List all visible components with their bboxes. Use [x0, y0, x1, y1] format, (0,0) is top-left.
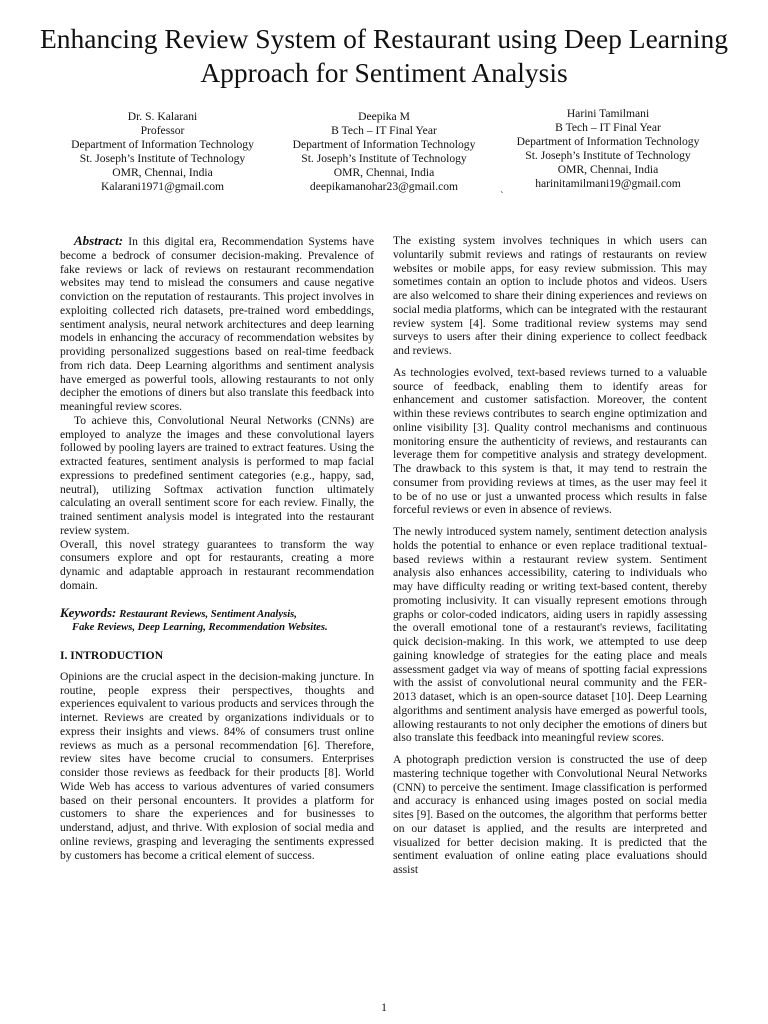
author-block [278, 110, 490, 194]
abstract-label: Abstract: [74, 233, 124, 248]
author-name: Dr. S. Kalarani [127, 110, 198, 123]
body-paragraph: The newly introduced system namely, sentiment detection analysis holds the potential to enhance or even replace traditional textual-based reviews within a restaurant review system. Sentiment analysis also enhances accessibility, catering to individuals who may have difficulty reading or writing text-based content, thereby promoting inclusivity. It can visually represent emotions through graphs or color-coded indicators, aiding users in rapidly assessing the overall emotional tone of a restaurant's reviews, facilitating quick decision-making. In this work, we attempted to use deep gaining knowledge of strategies for the eating place and meals assessment gadget via way of means of spotting facial expressions with the assist of convolutional neural community and the FER-2013 dataset, which is an open-source dataset [10]. Deep Learning algorithms and sentiment analysis have emerged as powerful tools, allowing restaurants to not only decipher the emotions of diners but also translate this feedback into meaningful review scores. [393, 525, 707, 745]
author-block [55, 110, 270, 194]
keywords [60, 606, 374, 622]
author-institution: St. Joseph’s Institute of Technology [525, 149, 691, 162]
page-number: 1 [381, 1001, 387, 1014]
body-paragraph: A photograph prediction version is constructed the use of deep mastering technique together with Convolutional Neural Networks (CNN) to perceive the sentiment. Image classification is performed and accuracy is enhanced using images posted on social media sites [9]. Based on the outcomes, the algorithm that performs better on our dataset is applied, and the results are interpreted and visualized for better decision making. It is predicted that the sentiment evaluation of online eating place evaluations should assist [393, 753, 707, 876]
keywords-line-1: Restaurant Reviews, Sentiment Analysis, [119, 608, 297, 620]
author-email: harinitamilmani19@gmail.com [535, 177, 681, 190]
author-department: Department of Information Technology [292, 138, 476, 151]
author-name: Deepika M [358, 110, 410, 123]
author-location: OMR, Chennai, India [557, 163, 659, 176]
author-email: deepikamanohar23@gmail.com [309, 180, 459, 193]
left-column [60, 234, 374, 862]
author-institution: St. Joseph’s Institute of Technology [79, 152, 246, 165]
abstract-paragraph: Overall, this novel strategy guarantees to transform the way consumers explore and opt for restaurants, creating a more dynamic and adaptable approach in restaurant recommendation domain. [60, 537, 374, 592]
abstract-text: In this digital era, Recommendation Systems have become a bedrock of consumer decision-making. Prevalence of fake reviews or lack of reviews on restaurant recommendation websites may tend to mislead the consumers and cause negative conviction on the reputation of restaurants. This project involves in exploiting collected rich datasets, pre-trained word embeddings, sentiment analysis, neural network architectures and deep learning models in enhancing the accuracy of recommendation websites by providing personalized suggestions based on real-time feedback from rich data. Deep Learning algorithms and sentiment analysis have emerged as powerful tools, allowing restaurants to not only decipher the emotions of diners but also translate this feedback into meaningful review scores. [60, 235, 374, 413]
keywords-line-2: Fake Reviews, Deep Learning, Recommendation Websites. [72, 622, 328, 634]
author-institution: St. Joseph’s Institute of Technology [301, 152, 467, 165]
author-location: OMR, Chennai, India [333, 166, 435, 179]
paper-title: Enhancing Review System of Restaurant using Deep Learning Approach for Sentiment Analysis [39, 23, 729, 88]
author-role: Professor [140, 124, 185, 137]
right-column [393, 234, 707, 877]
body-paragraph: As technologies evolved, text-based reviews turned to a valuable source of feedback, enabling them to identify areas for enhancement and customer satisfaction. Moreover, the content within these reviews contributes to search engine optimization and online visibility [3]. Quality control mechanisms and continuous monitoring ensure the authenticity of reviews, and restaurants can leverage them for competitive analysis and strategy development. The drawback to this system is that, it may tend to restrain the consumer from providing reviews at times, as the user may feel it to be of no use or just a unwanted process which results in false forceful reviews or even in absence of reviews. [393, 365, 707, 517]
author-role: B Tech – IT Final Year [555, 121, 661, 134]
stray-mark: ` [500, 190, 504, 202]
abstract-paragraph: To achieve this, Convolutional Neural Networks (CNNs) are employed to analyze the images and these convolutional layers followed by pooling layers are trained to extract features. Using the extracted features, sentiment analysis is performed to map facial expressions to predefined sentiment categories (e.g., happy, sad, neutral), utilizing Softmax activation function ultimately calculating an overall sentiment score for each review. Finally, the trained sentiment analysis model is integrated into the restaurant review system. [60, 413, 374, 537]
author-block [502, 107, 714, 191]
author-department: Department of Information Technology [71, 138, 254, 151]
author-department: Department of Information Technology [516, 135, 700, 148]
author-email: Kalarani1971@gmail.com [100, 180, 225, 193]
keywords-label: Keywords: [60, 604, 117, 620]
body-paragraph: The existing system involves techniques in which users can voluntarily submit reviews and ratings of restaurants on review websites or mobile apps, for easy review submission. This may sometimes contain an option to include photos and videos. Users are also welcomed to share their dining experiences and reviews on social media platforms, which can be integrated with the restaurant review system [4]. Some traditional review systems may send surveys to users after their dining experience to collect feedback and reviews. [393, 234, 707, 357]
author-location: OMR, Chennai, India [112, 166, 213, 179]
author-name: Harini Tamilmani [566, 107, 650, 120]
introduction-paragraph: Opinions are the crucial aspect in the decision-making juncture. In routine, people express their perspectives, thoughts and experiences equivalent to various products and services through the internet. Reviews are created by organizations individuals or to express their insights and views. 84% of consumers trust online reviews as much as a personal recommendation [6]. Therefore, review sites have become crucial to consumers. Enterprises consider those reviews as feedback for their products [8]. World Wide Web has access to various adventures of varied consumers based on their personal encounters. It provides a platform for customers to share the experiences and for businesses to understand, adjust, and thrive. With explosion of social media and online reviews, grasping and leveraging the sentiments expressed by customers has become a critical element of success. [60, 669, 374, 862]
author-role: B Tech – IT Final Year [331, 124, 437, 137]
section-heading: I. INTRODUCTION [60, 649, 164, 662]
abstract-paragraph [60, 234, 374, 414]
